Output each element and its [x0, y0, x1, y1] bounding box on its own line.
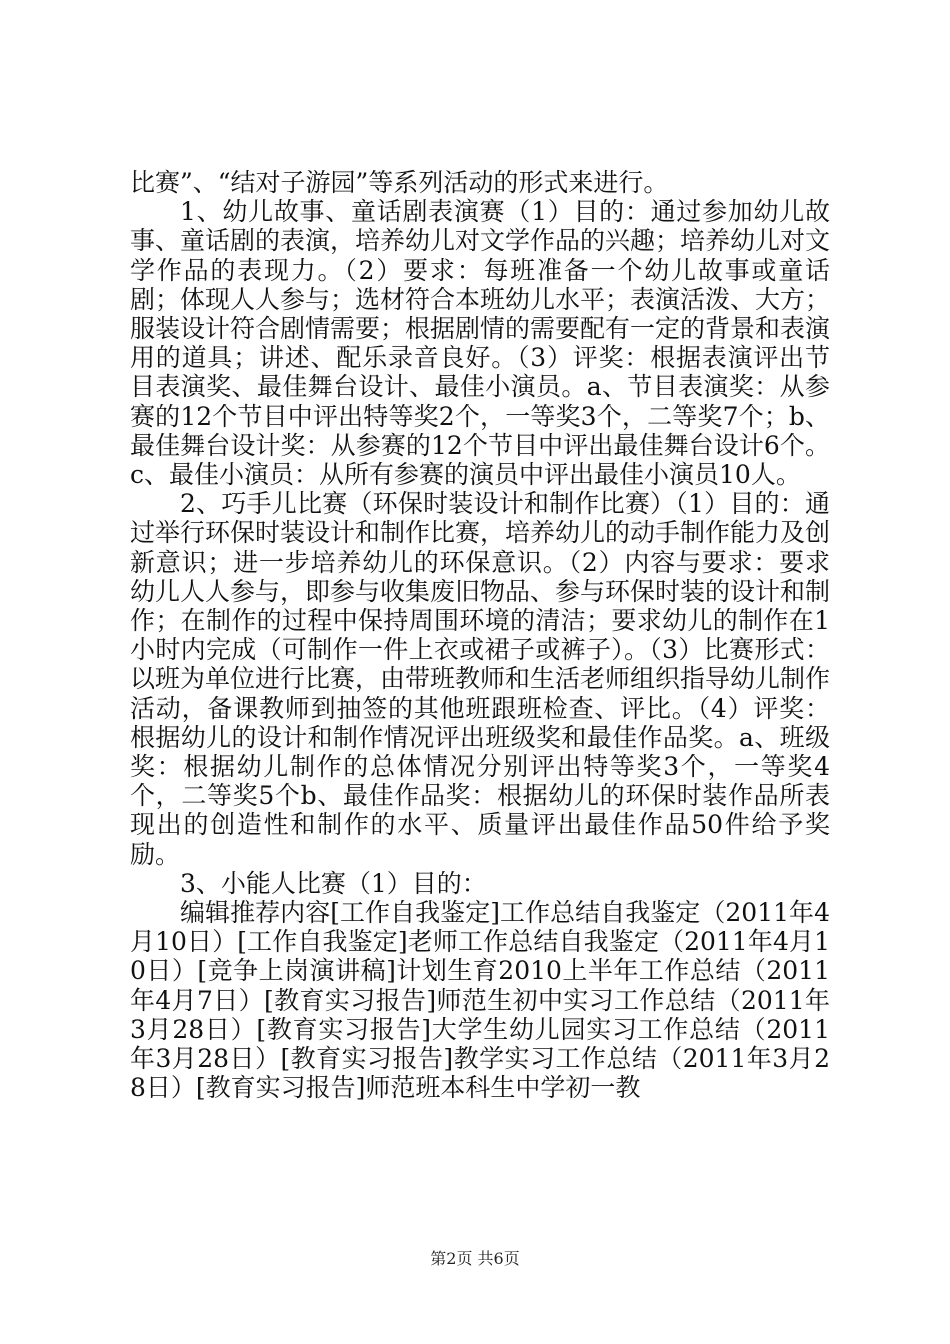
document-body: [130, 168, 830, 1103]
paragraph-story-contest: 1、幼儿故事、童话剧表演赛（1）目的：通过参加幼儿故事、童话剧的表演，培养幼儿对文学作品的兴趣；培养幼儿对文学作品的表现力。（2）要求：每班准备一个幼儿故事或童话剧；体现人人参与；选材符合本班幼儿水平；表演活泼、大方；服装设计符合剧情需要；根据剧情的需要配有一定的背景和表演用的道具；讲述、配乐录音良好。（3）评奖：根据表演评出节目表演奖、最佳舞台设计、最佳小演员。a、节目表演奖：从参赛的12个节目中评出特等奖2个，一等奖3个，二等奖7个；b、最佳舞台设计奖：从参赛的12个节目中评出最佳舞台设计6个。c、最佳小演员：从所有参赛的演员中评出最佳小演员10人。: [130, 197, 831, 490]
paragraph-recommended-content: 编辑推荐内容[工作自我鉴定]工作总结自我鉴定（2011年4月10日）[工作自我鉴定]老师工作总结自我鉴定（2011年4月10日）[竞争上岗演讲稿]计划生育2010上半年工作总结（2011年4月7日）[教育实习报告]师范生初中实习工作总结（2011年3月28日）[教育实习报告]大学生幼儿园实习工作总结（2011年3月28日）[教育实习报告]教学实习工作总结（2011年3月28日）[教育实习报告]师范班本科生中学初一教: [130, 898, 830, 1103]
paragraph-continuation: 比赛”、“结对子游园”等系列活动的形式来进行。: [130, 168, 669, 197]
paragraph-handcraft-contest: 2、巧手儿比赛（环保时装设计和制作比赛）（1）目的：通过举行环保时装设计和制作比赛，培养幼儿的动手制作能力及创新意识；进一步培养幼儿的环保意识。（2）内容与要求：要求幼儿人人参与，即参与收集废旧物品、参与环保时装的设计和制作；在制作的过程中保持周围环境的清洁；要求幼儿的制作在1小时内完成（可制作一件上衣或裙子或裤子）。（3）比赛形式：以班为单位进行比赛，由带班教师和生活老师组织指导幼儿制作活动，备课教师到抽签的其他班跟班检查、评比。（4）评奖：根据幼儿的设计和制作情况评出班级奖和最佳作品奖。a、班级奖：根据幼儿制作的总体情况分别评出特等奖3个，一等奖4个，二等奖5个b、最佳作品奖：根据幼儿的环保时装作品所表现出的创造性和制作的水平、质量评出最佳作品50件给予奖励。: [130, 489, 831, 869]
paragraph-talent-contest: 3、小能人比赛（1）目的：: [180, 868, 487, 898]
page-footer: 第2页 共6页: [430, 1249, 520, 1268]
